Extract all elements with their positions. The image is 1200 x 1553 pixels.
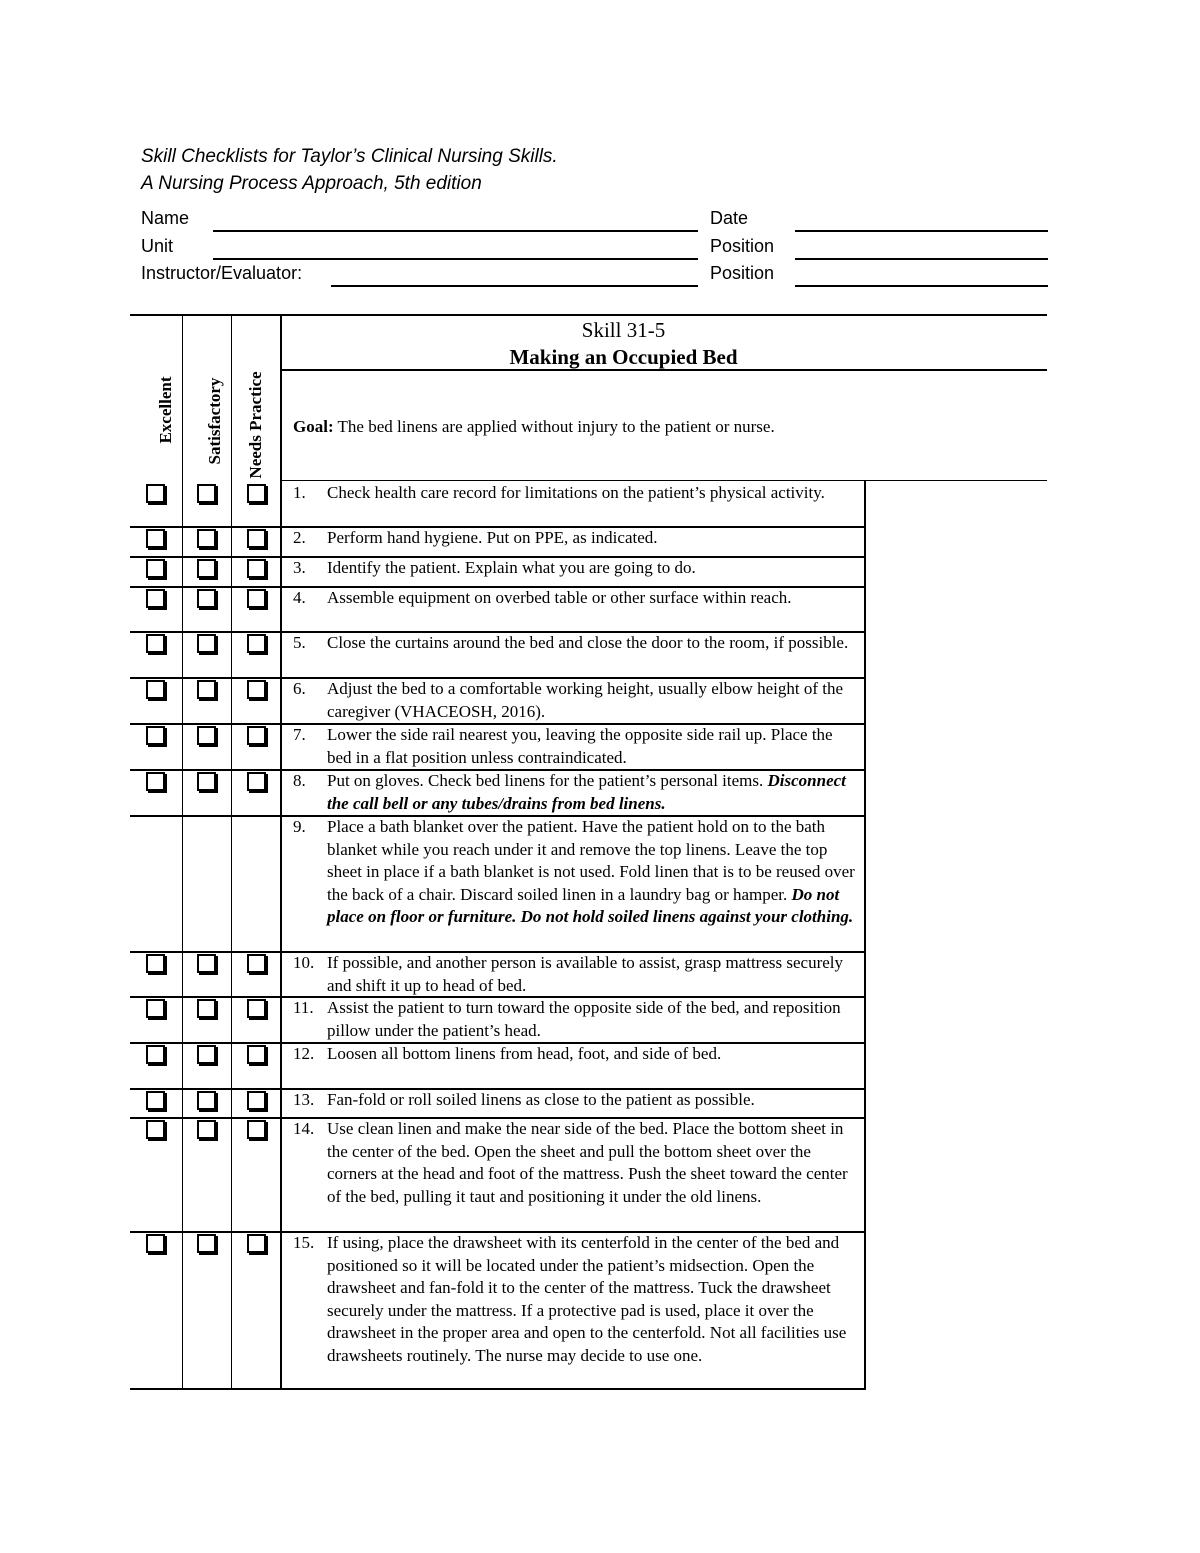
step-text-segment: Adjust the bed to a comfortable working height, usually elbow height of the caregiver (VHACEOSH, 2016). [327, 679, 844, 721]
step-text-segment: If possible, and another person is available to assist, grasp mattress securely and shift it up to head of bed. [327, 953, 844, 995]
table-right-border [864, 481, 866, 1390]
needs-practice-header: Needs Practice [246, 371, 265, 479]
step-text-segment: Close the curtains around the bed and close the door to the room, if possible. [327, 633, 849, 652]
step-text [327, 952, 857, 997]
instructor-label: Instructor/Evaluator: [141, 263, 303, 283]
step-text-segment: Perform hand hygiene. Put on PPE, as indicated. [327, 528, 658, 547]
date-field[interactable] [795, 230, 1048, 232]
excellent-header: Excellent [156, 376, 175, 444]
position-label: Position [710, 236, 775, 256]
step-text [327, 557, 857, 580]
needs-practice-checkbox[interactable] [247, 559, 266, 578]
step-text [327, 997, 857, 1042]
unit-label: Unit [141, 236, 174, 256]
name-label: Name [141, 208, 190, 228]
step-text-segment: Assemble equipment on overbed table or other surface within reach. [327, 588, 792, 607]
document-title: Skill Checklists for Taylor’s Clinical Nursing Skills. [141, 146, 558, 167]
step-text-segment: Fan-fold or roll soiled linens as close to the patient as possible. [327, 1090, 755, 1109]
goal-text: The bed linens are applied without injury to the patient or nurse. [333, 417, 775, 436]
date-label: Date [710, 208, 749, 228]
step-emphasis-text: Do not place on floor or furniture. Do not hold soiled linens against your clothing. [327, 884, 854, 926]
step-number: 11. [293, 998, 314, 1017]
step-number: 2. [293, 528, 306, 547]
step-text-segment: Use clean linen and make the near side of the bed. Place the bottom sheet in the center of the bed. Open the sheet and pull the bottom sheet over the corners at the head and foot of the mattress. Push the sheet toward the center of the bed, pulling it taut and positioning it under the old linens. [327, 1119, 848, 1206]
goal-label: Goal: [293, 417, 334, 436]
unit-field[interactable] [213, 258, 698, 260]
step-text [327, 678, 857, 723]
satisfactory-checkbox[interactable] [197, 999, 216, 1018]
step-text [327, 587, 857, 610]
satisfactory-checkbox[interactable] [197, 484, 216, 503]
step-text-segment: Place a bath blanket over the patient. Have the patient hold on to the bath blanket while you reach under it and remove the top linens. Leave the top sheet in place if a bath blanket is not used. Fold linen that is to be reused over the back of a chair. Discard soiled linen in a laundry bag or hamper. [327, 817, 855, 904]
name-field[interactable] [213, 230, 698, 232]
satisfactory-checkbox[interactable] [197, 529, 216, 548]
needs-practice-checkbox[interactable] [247, 529, 266, 548]
step-text [327, 632, 857, 655]
satisfactory-checkbox[interactable] [197, 680, 216, 699]
step-text-segment: Lower the side rail nearest you, leaving the opposite side rail up. Place the bed in a flat position unless contraindicated. [327, 725, 833, 767]
excellent-checkbox[interactable] [146, 772, 165, 791]
step-number: 5. [293, 633, 306, 652]
excellent-checkbox[interactable] [146, 680, 165, 699]
step-number: 1. [293, 483, 306, 502]
satisfactory-checkbox[interactable] [197, 772, 216, 791]
satisfactory-checkbox[interactable] [197, 559, 216, 578]
step-number: 12. [293, 1044, 315, 1063]
satisfactory-checkbox[interactable] [197, 1234, 216, 1253]
excellent-checkbox[interactable] [146, 726, 165, 745]
table-top-border [130, 314, 1047, 316]
step-text [327, 1232, 857, 1367]
needs-practice-checkbox[interactable] [247, 726, 266, 745]
excellent-checkbox[interactable] [146, 529, 165, 548]
satisfactory-checkbox[interactable] [197, 1045, 216, 1064]
step-text [327, 527, 857, 550]
satisfactory-header: Satisfactory [205, 377, 224, 465]
needs-practice-checkbox[interactable] [247, 1045, 266, 1064]
table-bottom-border [130, 1388, 865, 1390]
satisfactory-checkbox[interactable] [197, 1120, 216, 1139]
excellent-checkbox[interactable] [146, 559, 165, 578]
satisfactory-checkbox[interactable] [197, 726, 216, 745]
satisfactory-checkbox[interactable] [197, 1091, 216, 1110]
satisfactory-checkbox[interactable] [197, 589, 216, 608]
excellent-checkbox[interactable] [146, 999, 165, 1018]
step-number: 9. [293, 817, 306, 836]
excellent-checkbox[interactable] [146, 634, 165, 653]
needs-practice-checkbox[interactable] [247, 484, 266, 503]
step-text [327, 1089, 857, 1112]
needs-practice-checkbox[interactable] [247, 680, 266, 699]
goal-bottom-border [282, 480, 1047, 481]
needs-practice-checkbox[interactable] [247, 772, 266, 791]
column-divider [280, 315, 282, 1390]
excellent-checkbox[interactable] [146, 1234, 165, 1253]
goal-statement [293, 417, 775, 437]
step-text [327, 1118, 857, 1208]
excellent-checkbox[interactable] [146, 484, 165, 503]
step-text [327, 482, 857, 505]
step-text-segment: If using, place the drawsheet with its centerfold in the center of the bed and positioned so it will be located under the patient’s midsection. Open the drawsheet and fan-fold it to the center of the mattress. Tuck the drawsheet securely under the mattress. If a protective pad is used, place it over the drawsheet in the proper area and open to the centerfold. Not all facilities use drawsheets routinely. The nurse may decide to use one. [327, 1233, 847, 1365]
needs-practice-checkbox[interactable] [247, 1234, 266, 1253]
needs-practice-checkbox[interactable] [247, 1091, 266, 1110]
needs-practice-checkbox[interactable] [247, 634, 266, 653]
needs-practice-checkbox[interactable] [247, 954, 266, 973]
evaluator-position-label: Position [710, 263, 775, 283]
instructor-field[interactable] [331, 285, 698, 287]
step-number: 15. [293, 1233, 315, 1252]
step-text-segment: Assist the patient to turn toward the opposite side of the bed, and reposition pillow under the patient’s head. [327, 998, 841, 1040]
needs-practice-checkbox[interactable] [247, 999, 266, 1018]
step-text [327, 770, 857, 815]
excellent-checkbox[interactable] [146, 1120, 165, 1139]
step-emphasis-text: Disconnect the call bell or any tubes/drains from bed linens. [327, 771, 846, 813]
satisfactory-checkbox[interactable] [197, 954, 216, 973]
skill-number: Skill 31-5 [581, 318, 666, 342]
step-number: 13. [293, 1090, 315, 1109]
document-subtitle: A Nursing Process Approach, 5th edition [141, 173, 482, 194]
position-field[interactable] [795, 258, 1048, 260]
excellent-checkbox[interactable] [146, 1091, 165, 1110]
step-text-segment: Loosen all bottom linens from head, foot, and side of bed. [327, 1044, 722, 1063]
excellent-checkbox[interactable] [146, 589, 165, 608]
step-text-segment: Put on gloves. Check bed linens for the patient’s personal items. [327, 771, 768, 790]
step-number: 4. [293, 588, 306, 607]
skill-title: Making an Occupied Bed [509, 345, 738, 369]
step-number: 6. [293, 679, 306, 698]
step-number: 3. [293, 558, 306, 577]
step-number: 8. [293, 771, 306, 790]
step-text [327, 1043, 857, 1066]
satisfactory-checkbox[interactable] [197, 634, 216, 653]
needs-practice-checkbox[interactable] [247, 589, 266, 608]
step-text [327, 724, 857, 769]
skill-header-border [282, 369, 1047, 371]
needs-practice-header-clip [232, 370, 280, 480]
step-number: 14. [293, 1119, 315, 1138]
column-divider [182, 315, 183, 1390]
step-text-segment: Identify the patient. Explain what you are going to do. [327, 558, 696, 577]
step-number: 10. [293, 953, 315, 972]
step-text [327, 816, 857, 929]
excellent-checkbox[interactable] [146, 1045, 165, 1064]
step-number: 7. [293, 725, 306, 744]
excellent-checkbox[interactable] [146, 954, 165, 973]
evaluator-position-field[interactable] [795, 285, 1048, 287]
step-text-segment: Check health care record for limitations on the patient’s physical activity. [327, 483, 825, 502]
needs-practice-checkbox[interactable] [247, 1120, 266, 1139]
